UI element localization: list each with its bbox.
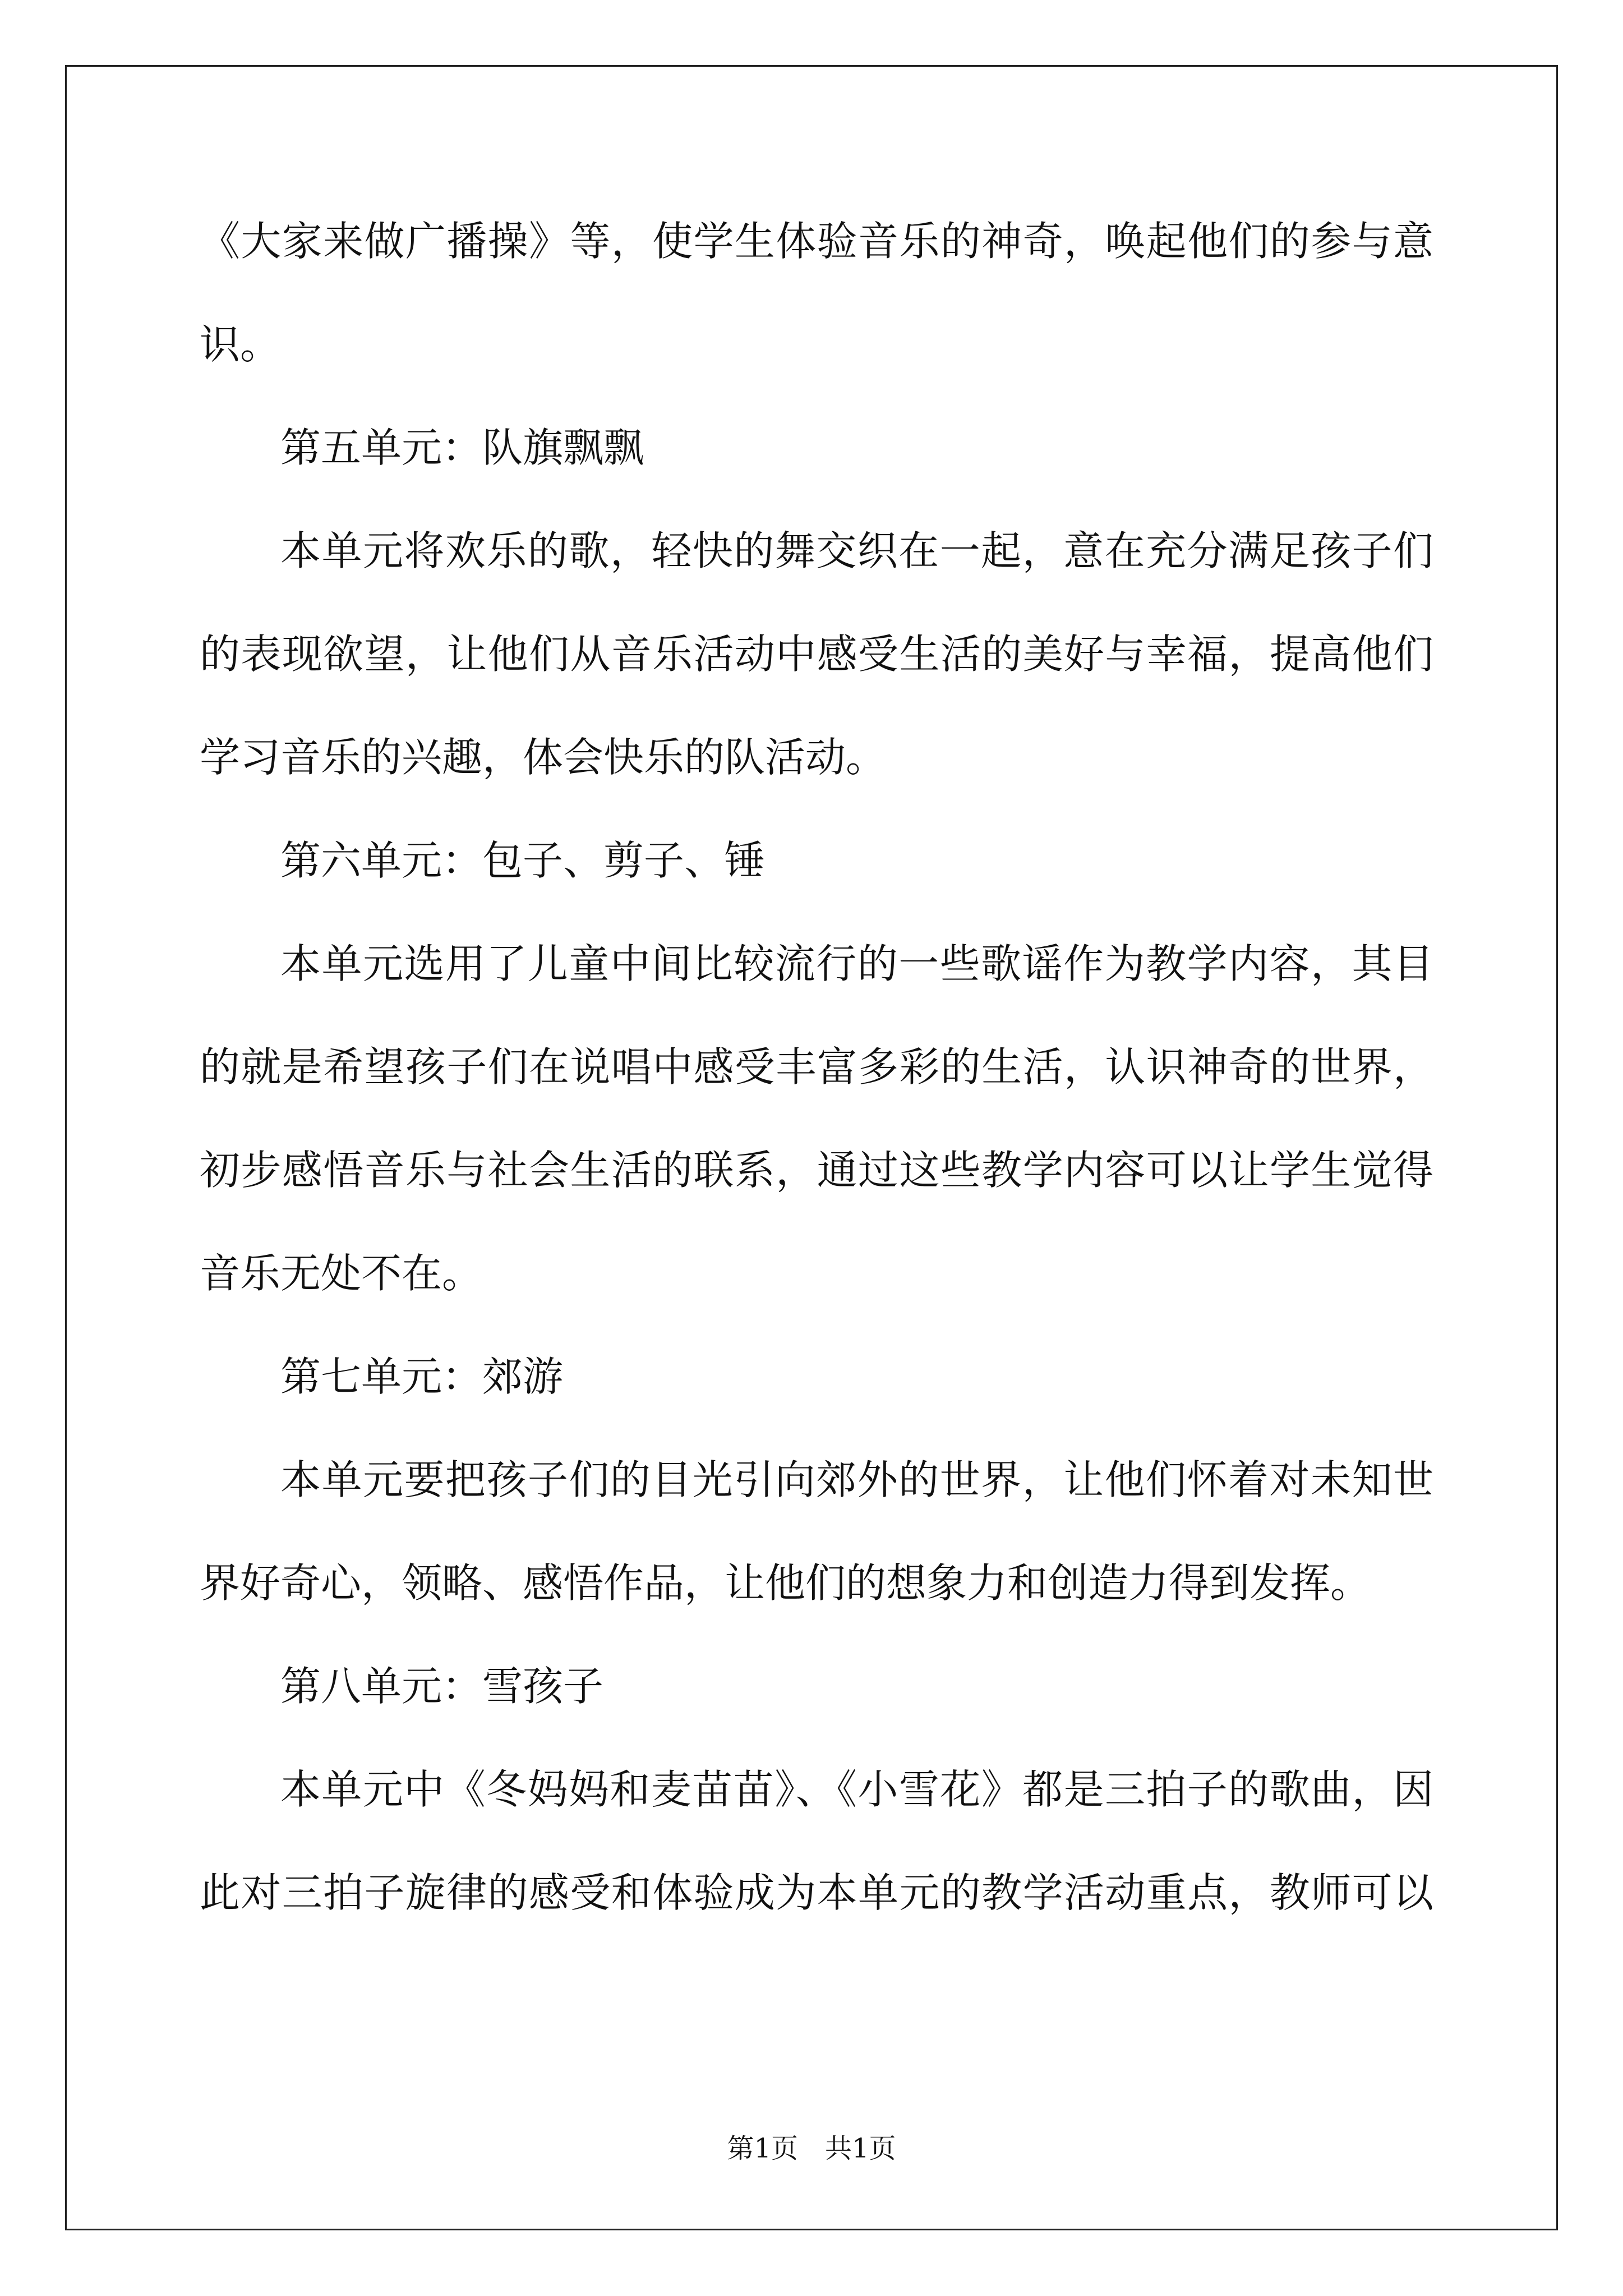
- text-line: 《大家来做广播操》等，使学生体验音乐的神奇，唤起他们的参与意: [200, 218, 1433, 265]
- heading-unit-7: [200, 1349, 1433, 1405]
- text-line: 音乐无处不在。: [200, 1250, 483, 1297]
- text-line: 界好奇心，领略、感悟作品，让他们的想象力和创造力得到发挥。: [200, 1559, 1371, 1607]
- heading-unit-6: [200, 832, 1433, 889]
- text-line: 初步感悟音乐与社会生活的联系，通过这些教学内容可以让学生觉得: [200, 1147, 1433, 1194]
- text-line: 本单元要把孩子们的目光引向郊外的世界，让他们怀着对未知世: [280, 1456, 1433, 1503]
- section-heading: 第六单元：包子、剪子、锤: [280, 837, 766, 884]
- heading-unit-5: [200, 420, 1433, 476]
- document-body: [200, 213, 1433, 1968]
- text-line: 本单元中《冬妈妈和麦苗苗》、《小雪花》都是三拍子的歌曲，因: [280, 1766, 1433, 1813]
- paragraph-unit-7: [200, 1452, 1433, 1611]
- section-heading: 第八单元：雪孩子: [280, 1663, 604, 1710]
- text-line: 学习音乐的兴趣，体会快乐的队活动。: [200, 734, 887, 781]
- text-line: 的就是希望孩子们在说唱中感受丰富多彩的生活，认识神奇的世界，: [200, 1043, 1433, 1091]
- text-line: 此对三拍子旋律的感受和体验成为本单元的教学活动重点，教师可以: [200, 1869, 1433, 1916]
- text-line: 识。: [200, 321, 281, 368]
- section-heading: 第五单元：队旗飘飘: [280, 424, 644, 471]
- paragraph-unit-5: [200, 523, 1433, 785]
- paragraph-intro-continuation: [200, 213, 1433, 372]
- paragraph-unit-8: [200, 1761, 1433, 1921]
- heading-unit-8: [200, 1658, 1433, 1714]
- paragraph-unit-6: [200, 936, 1433, 1301]
- text-line: 的表现欲望，让他们从音乐活动中感受生活的美好与幸福，提高他们: [200, 631, 1433, 678]
- text-line: 本单元将欢乐的歌，轻快的舞交织在一起，意在充分满足孩子们: [280, 527, 1433, 574]
- page-footer: 第1页 共1页: [727, 2133, 896, 2164]
- text-line: 本单元选用了儿童中间比较流行的一些歌谣作为教学内容，其目: [280, 940, 1433, 987]
- section-heading: 第七单元：郊游: [280, 1353, 564, 1400]
